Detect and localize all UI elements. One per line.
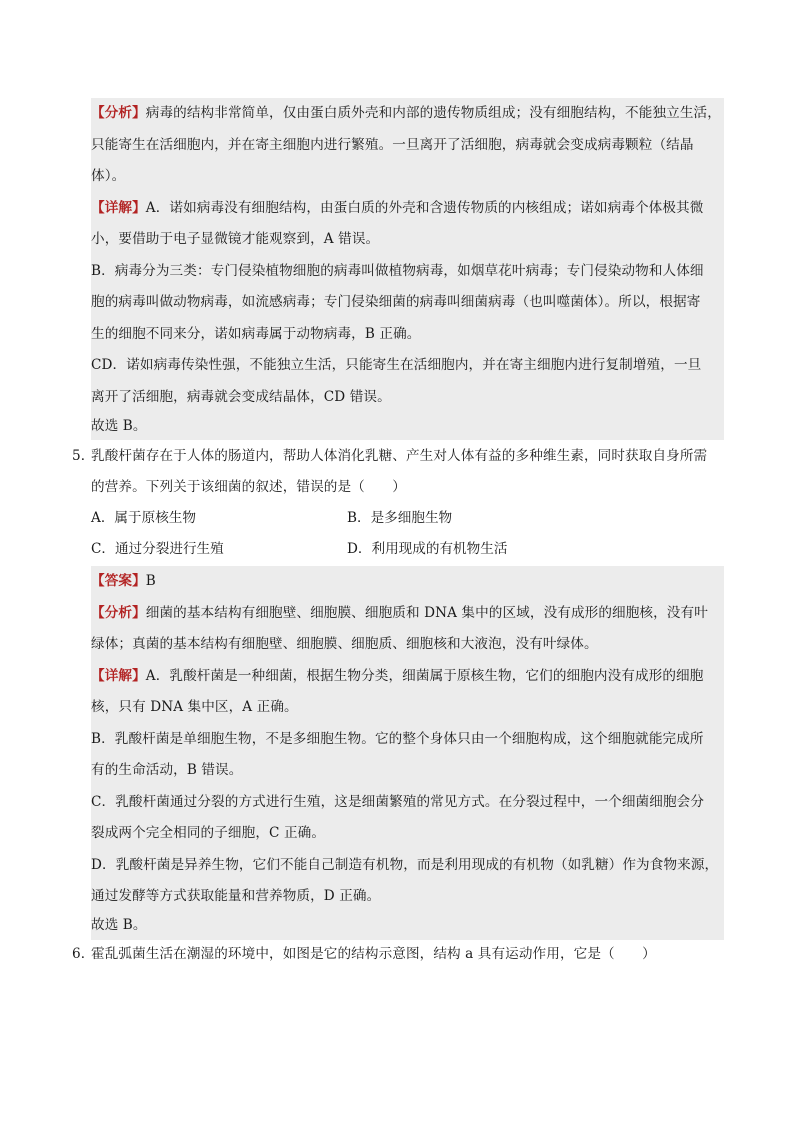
detail-tag: 【详解】 <box>91 200 146 216</box>
answer-value: B <box>145 573 156 589</box>
detail-line: 离开了活细胞，病毒就会变成结晶体，CD 错误。 <box>91 389 391 405</box>
option-d: D．利用现成的有机物生活 <box>347 541 508 557</box>
detail-line: 通过发酵等方式获取能量和营养物质，D 正确。 <box>91 888 381 904</box>
final-choice: 故选 B。 <box>91 418 147 434</box>
analysis-line: 【分析】细菌的基本结构有细胞壁、细胞膜、细胞质和 DNA 集中的区域，没有成形的细胞核，没有叶 <box>91 605 708 621</box>
explanation-block-q4 <box>91 98 724 440</box>
question-number: 6． <box>72 946 95 962</box>
question-stem-line: 乳酸杆菌存在于人体的肠道内，帮助人体消化乳糖、产生对人体有益的多种维生素，同时获取自身所需 <box>91 448 708 464</box>
option-b: B．是多细胞生物 <box>347 510 453 526</box>
detail-line: 【详解】A．诺如病毒没有细胞结构，由蛋白质的外壳和含遗传物质的内核组成；诺如病毒个体极其微 <box>91 200 704 216</box>
final-choice: 故选 B。 <box>91 917 147 933</box>
detail-line: 【详解】A．乳酸杆菌是一种细菌，根据生物分类，细菌属于原核生物，它们的细胞内没有成形的细胞 <box>91 668 704 684</box>
analysis-tag: 【分析】 <box>91 605 146 621</box>
detail-line: 小，要借助于电子显微镜才能观察到，A 错误。 <box>91 231 380 247</box>
detail-line: 有的生命活动，B 错误。 <box>91 762 243 778</box>
detail-line: 胞的病毒叫做动物病毒，如流感病毒；专门侵染细菌的病毒叫细菌病毒（也叫噬菌体）。所以，根据寄 <box>91 294 701 310</box>
analysis-tag: 【分析】 <box>91 105 146 121</box>
analysis-line: 只能寄生在活细胞内，并在寄主细胞内进行繁殖。一旦离开了活细胞，病毒就会变成病毒颗粒（结晶 <box>91 137 694 153</box>
answer-line <box>91 571 156 591</box>
option-c: C．通过分裂进行生殖 <box>91 541 224 557</box>
detail-line: 生的细胞不同来分，诺如病毒属于动物病毒，B 正确。 <box>91 326 421 342</box>
detail-line: C．乳酸杆菌通过分裂的方式进行生殖，这是细菌繁殖的常见方式。在分裂过程中，一个细菌细胞会分 <box>91 794 705 810</box>
analysis-line: 体）。 <box>91 168 126 184</box>
analysis-line: 绿体；真菌的基本结构有细胞壁、细胞膜、细胞质、细胞核和大液泡，没有叶绿体。 <box>91 636 598 652</box>
detail-line: B．病毒分为三类：专门侵染植物细胞的病毒叫做植物病毒，如烟草花叶病毒；专门侵染动物和人体细 <box>91 263 704 279</box>
answer-tag: 【答案】 <box>91 573 146 589</box>
detail-line: CD．诺如病毒传染性强，不能独立生活，只能寄生在活细胞内，并在寄主细胞内进行复制增殖，一旦 <box>91 357 702 373</box>
explanation-block-q5 <box>91 566 724 940</box>
detail-line: D．乳酸杆菌是异养生物，它们不能自己制造有机物，而是利用现成的有机物（如乳糖）作为食物来源， <box>91 857 719 873</box>
analysis-line: 【分析】病毒的结构非常简单，仅由蛋白质外壳和内部的遗传物质组成；没有细胞结构，不能独立生活， <box>91 105 721 121</box>
option-a: A．属于原核生物 <box>91 510 196 526</box>
question-stem-line: 霍乱弧菌生活在潮湿的环境中，如图是它的结构示意图，结构 a 具有运动作用，它是（ ） <box>91 946 656 962</box>
question-number: 5． <box>72 448 95 464</box>
detail-line: B．乳酸杆菌是单细胞生物，不是多细胞生物。它的整个身体只由一个细胞构成，这个细胞就能完成所 <box>91 731 704 747</box>
detail-line: 核，只有 DNA 集中区，A 正确。 <box>91 699 298 715</box>
question-stem-line: 的营养。下列关于该细菌的叙述，错误的是（ ） <box>91 479 406 495</box>
detail-tag: 【详解】 <box>91 668 146 684</box>
detail-line: 裂成两个完全相同的子细胞，C 正确。 <box>91 825 326 841</box>
